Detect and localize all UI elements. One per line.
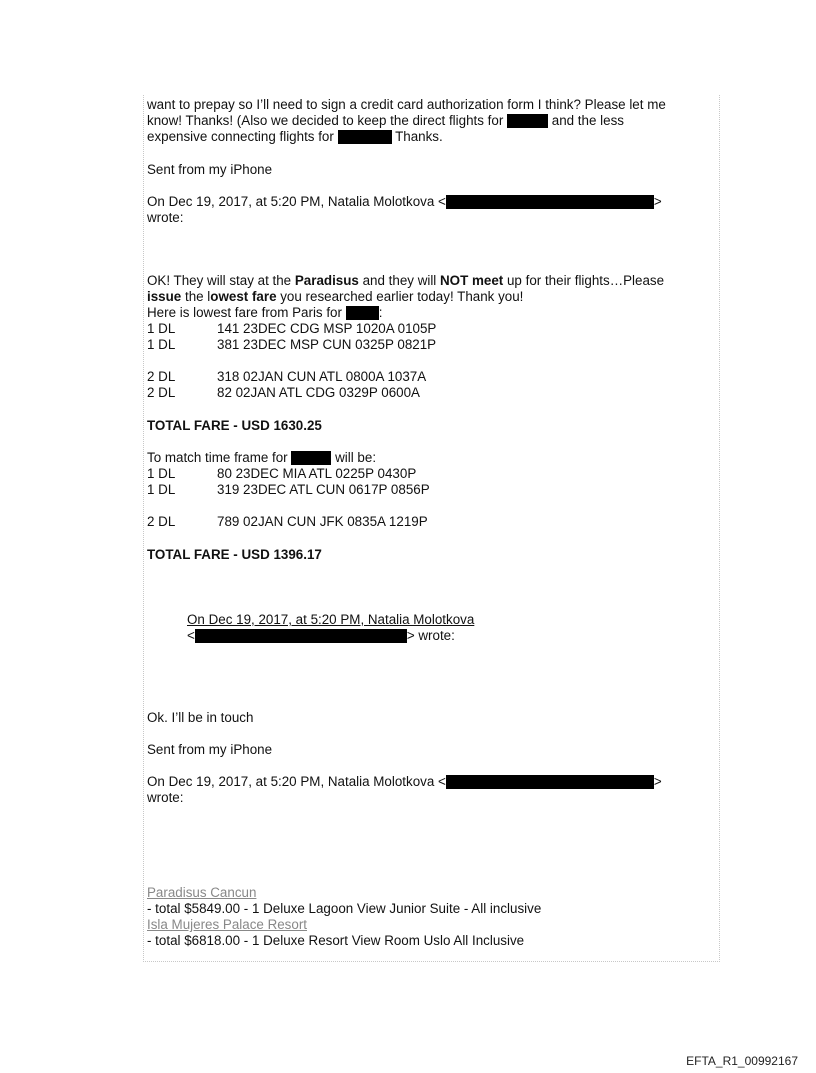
redaction-box [291,451,331,465]
signature-line: Sent from my iPhone [147,162,273,177]
hotel-list [147,885,541,949]
text-line: OK! They will stay at the Paradisus and they will NOT meet up for their flights…Please [147,273,665,288]
redaction-box [195,629,407,643]
total-fare: TOTAL FARE - USD 1630.25 [147,418,322,433]
text-line: expensive connecting flights for Thanks. [147,129,443,144]
message-body [147,273,664,321]
redaction-box [446,195,654,209]
quote-header: On Dec 19, 2017, at 5:20 PM, Natalia Molotkova < > wrote: [147,774,662,805]
text-line: know! Thanks! (Also we decided to keep the direct flights for and the less [147,113,624,128]
redaction-box [507,114,548,128]
quote-header-indented: On Dec 19, 2017, at 5:20 PM, Natalia Molotkova < > wrote: [187,612,475,643]
document-id: EFTA_R1_00992167 [686,1054,798,1068]
total-fare: TOTAL FARE - USD 1396.17 [147,547,322,562]
hotel-link[interactable]: Paradisus Cancun [147,885,257,900]
redaction-box [446,775,654,789]
message-body: Ok. I’ll be in touch [147,710,254,725]
text-line: want to prepay so I’ll need to sign a credit card authorization form I think? Please let me [147,97,666,112]
redaction-box [338,130,392,144]
text-line: Here is lowest fare from Paris for : [147,305,383,320]
text-line: issue the lowest fare you researched earlier today! Thank you! [147,289,524,304]
redaction-box [346,306,379,320]
message-body [147,97,666,145]
hotel-detail: - total $6818.00 - 1 Deluxe Resort View Room Uslo All Inclusive [147,933,525,948]
signature-line: Sent from my iPhone [147,742,273,757]
hotel-link[interactable]: Isla Mujeres Palace Resort [147,917,308,932]
hotel-detail: - total $5849.00 - 1 Deluxe Lagoon View Junior Suite - All inclusive [147,901,542,916]
text-line: To match time frame for will be: [147,450,377,465]
quote-header: On Dec 19, 2017, at 5:20 PM, Natalia Molotkova < > wrote: [147,194,662,225]
